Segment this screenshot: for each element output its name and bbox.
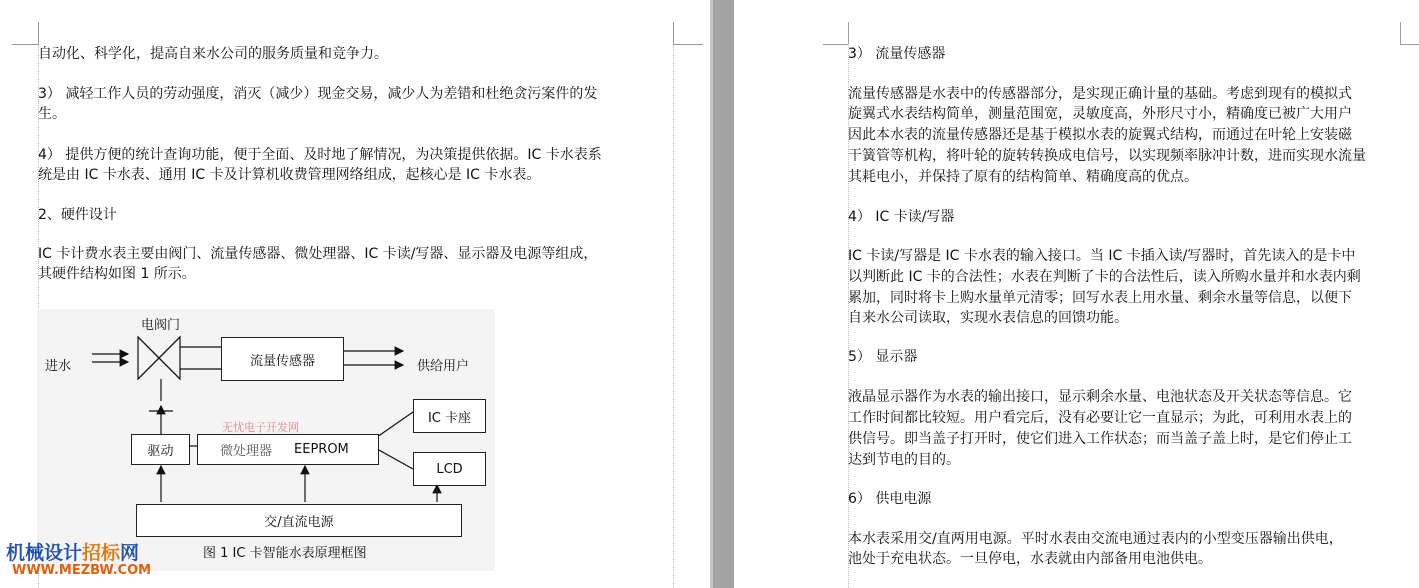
microprocessor-label: 微处理器: [220, 444, 273, 459]
paragraph: 累加，同时将卡上购水量单元清零；回写水表上用水量、剩余水量等信息，以便下: [848, 290, 1352, 306]
section-heading: 3） 流量传感器: [848, 46, 946, 62]
paragraph: 干簧管等机构，将叶轮的旋转转换成电信号，以实现频率脉冲计数，进而实现水流量: [848, 148, 1366, 164]
site-logo: [6, 538, 156, 586]
logo-url: WWW.MEZBW.COM: [12, 563, 152, 578]
hardware-block-diagram: [37, 309, 495, 571]
paragraph: 以判断此 IC 卡的合法性；水表在判断了卡的合法性后，读入所购水量并和水表内剩: [848, 269, 1361, 285]
paragraph: 工作时间都比较短。用户看完后，没有必要让它一直显示；为此，可利用水表上的: [848, 410, 1352, 426]
paragraph: 供信号。即当盖子打开时，使它们进入工作状态；而当盖子盖上时，是它们停止工: [848, 431, 1352, 447]
flow-sensor-label: 流量传感器: [249, 353, 315, 369]
paragraph: 其硬件结构如图 1 所示。: [38, 266, 196, 282]
paragraph: 其耗电小，并保持了原有的结构简单、精确度高的优点。: [848, 169, 1198, 185]
water-in-label: 进水: [45, 359, 72, 374]
paragraph: 达到节电的目的。: [848, 452, 960, 468]
paragraph: 本水表采用交/直两用电源。平时水表由交流电通过表内的小型变压器输出供电，: [848, 531, 1343, 547]
paragraph: 生。: [38, 106, 66, 122]
ic-socket-label: IC 卡座: [427, 410, 472, 426]
paragraph: 自来水公司读取，实现水表信息的回馈功能。: [848, 310, 1128, 326]
section-heading: 5） 显示器: [848, 349, 918, 365]
crop-mark: [823, 44, 848, 45]
lcd-label: LCD: [436, 461, 463, 477]
figure-caption: 图 1 IC 卡智能水表原理框图: [203, 546, 367, 561]
microprocessor-block: [197, 434, 379, 465]
paragraph: 液晶显示器作为水表的输出接口，显示剩余水量、电池状态及开关状态等信息。它: [848, 389, 1352, 405]
paragraph: IC 卡计费水表主要由阀门、流量传感器、微处理器、IC 卡读/写器、显示器及电源等组成，: [38, 246, 598, 262]
paragraph: 流量传感器是水表中的传感器部分，是实现正确计量的基础。考虑到现有的模拟式: [848, 86, 1352, 102]
text-boundary: [673, 45, 674, 588]
paragraph: 因此本水表的流量传感器还是基于模拟水表的旋翼式结构，而通过在叶轮上安装磁: [848, 127, 1352, 143]
paragraph: 旋翼式水表结构简单，测量范围宽，灵敏度高，外形尺寸小，精确度已被广大用户: [848, 106, 1352, 122]
ic-socket-block: [413, 399, 486, 433]
driver-label: 驱动: [147, 444, 174, 459]
power-block: [136, 504, 462, 537]
paragraph: 统是由 IC 卡水表、通用 IC 卡及计算机收费管理网络组成，起核心是 IC 卡水表。: [38, 167, 541, 183]
valve-label: 电阀门: [141, 318, 181, 333]
lcd-block: [413, 452, 486, 486]
paragraph: IC 卡读/写器是 IC 卡水表的输入接口。当 IC 卡插入读/写器时，首先读入的是卡中: [848, 248, 1356, 264]
flow-sensor-block: [221, 337, 344, 381]
section-heading: 4） IC 卡读/写器: [848, 209, 955, 225]
section-heading: 2、硬件设计: [38, 207, 117, 223]
driver-block: [131, 434, 190, 465]
logo-title: 机械设计招标网: [6, 542, 140, 564]
paragraph: 池处于充电状态。一旦停电，水表就由内部备用电池供电。: [848, 551, 1212, 567]
watermark-text: 无忧电子开发网: [222, 421, 299, 434]
crop-mark: [673, 44, 703, 45]
paragraph: 4） 提供方便的统计查询功能，便于全面、及时地了解情况，为决策提供依据。IC 卡水表系: [38, 147, 602, 163]
crop-mark: [38, 22, 39, 44]
crop-mark: [1400, 22, 1401, 44]
paragraph: 3） 减轻工作人员的劳动强度，消灭（减少）现金交易，减少人为差错和杜绝贪污案件的发: [38, 86, 598, 102]
power-label: 交/直流电源: [264, 515, 334, 530]
paragraph: 自动化、科学化，提高自来水公司的服务质量和竞争力。: [38, 46, 388, 62]
supply-user-label: 供给用户: [417, 359, 470, 374]
crop-mark: [673, 22, 674, 44]
page-gutter: [710, 0, 734, 588]
eeprom-label: EEPROM: [294, 442, 349, 457]
crop-mark: [848, 22, 849, 44]
section-heading: 6） 供电电源: [848, 491, 932, 507]
crop-mark: [12, 44, 39, 45]
